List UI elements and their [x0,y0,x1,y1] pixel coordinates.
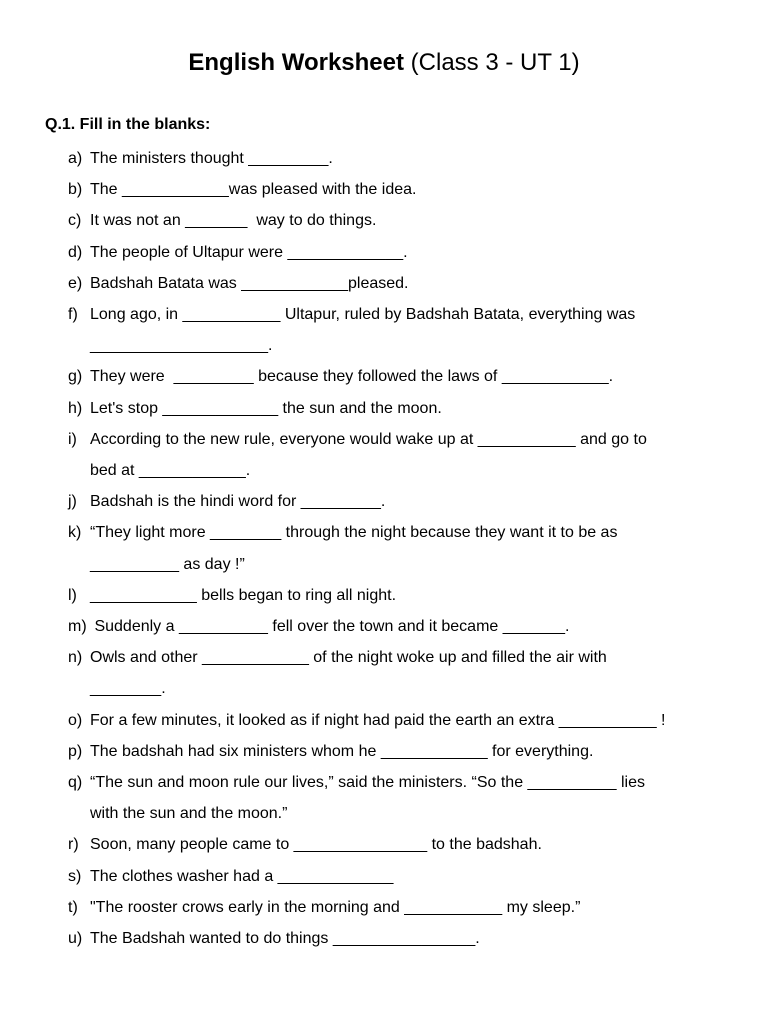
item-text: The ____________was pleased with the idea. [90,181,417,199]
question-item-r [0,829,768,860]
item-text: The people of Ultapur were _____________. [90,243,408,261]
question-item-d [0,237,768,268]
question-item-a [0,143,768,174]
item-text: The clothes washer had a _____________ [90,867,394,885]
item-marker: n) [68,649,83,667]
item-marker: k) [68,524,82,542]
item-marker: j) [68,493,77,511]
item-marker: i) [68,430,77,448]
question-item-n [0,642,768,704]
item-text: They were _________ because they followed the laws of ____________. [90,368,614,386]
item-marker: m) [68,618,87,636]
question-item-c [0,205,768,236]
item-marker: p) [68,742,83,760]
item-marker: q) [68,774,83,792]
item-marker: r) [68,836,79,854]
item-marker: u) [68,930,83,948]
question-item-q [0,767,768,829]
item-marker: e) [68,274,83,292]
question-item-p [0,736,768,767]
item-text: Long ago, in ___________ Ultapur, ruled by Badshah Batata, everything was ____________________. [90,306,636,355]
item-text: The ministers thought _________. [90,150,333,167]
item-text: It was not an _______ way to do things. [90,212,377,230]
question-item-h [0,393,768,424]
item-text: Suddenly a __________ fell over the town and it became _______. [90,618,570,636]
item-text: "The rooster crows early in the morning and ___________ my sleep.” [90,898,581,916]
item-text: “They light more ________ through the night because they want it to be as __________ as day !” [90,524,618,573]
item-marker: t) [68,898,78,916]
question-item-o [0,705,768,736]
item-text: The Badshah wanted to do things ________________. [90,930,480,948]
item-text: For a few minutes, it looked as if night had paid the earth an extra ___________ ! [90,711,666,729]
title-main: English Worksheet [188,49,404,76]
question-item-i [0,424,768,486]
item-marker: l) [68,586,77,604]
title-class-info: (Class 3 - UT 1) [404,49,580,76]
item-marker: a) [68,150,83,167]
item-text: ____________ bells began to ring all night. [90,586,397,604]
item-text: “The sun and moon rule our lives,” said the ministers. “So the __________ lies with the sun and the moon.” [90,774,645,823]
item-marker: d) [68,243,83,261]
question-item-k [0,517,768,579]
question-item-g [0,361,768,392]
page-title [0,44,768,82]
question-item-l [0,580,768,611]
item-marker: g) [68,368,83,386]
item-text: Badshah is the hindi word for _________. [90,493,386,511]
question-item-e [0,268,768,299]
item-text: The badshah had six ministers whom he ____________ for everything. [90,742,594,760]
question-item-s [0,861,768,892]
item-marker: b) [68,181,83,199]
item-text: According to the new rule, everyone would wake up at ___________ and go to bed at ____________. [90,430,647,480]
question-heading: Q.1. Fill in the blanks: [45,116,211,133]
item-text: Let's stop _____________ the sun and the moon. [90,399,442,417]
question-item-b [0,174,768,205]
question-item-m [0,611,768,642]
item-marker: c) [68,212,82,230]
question-item-f [0,299,768,361]
question-item-t [0,892,768,923]
item-text: Badshah Batata was ____________pleased. [90,274,409,292]
fill-in-blanks-list [0,143,768,954]
item-marker: h) [68,399,83,417]
item-marker: f) [68,306,78,324]
item-marker: o) [68,711,83,729]
item-text: Owls and other ____________ of the night woke up and filled the air with ________. [90,649,607,698]
item-marker: s) [68,867,82,885]
question-item-j [0,486,768,517]
item-text: Soon, many people came to _______________ to the badshah. [90,836,542,854]
question-item-u [0,923,768,954]
